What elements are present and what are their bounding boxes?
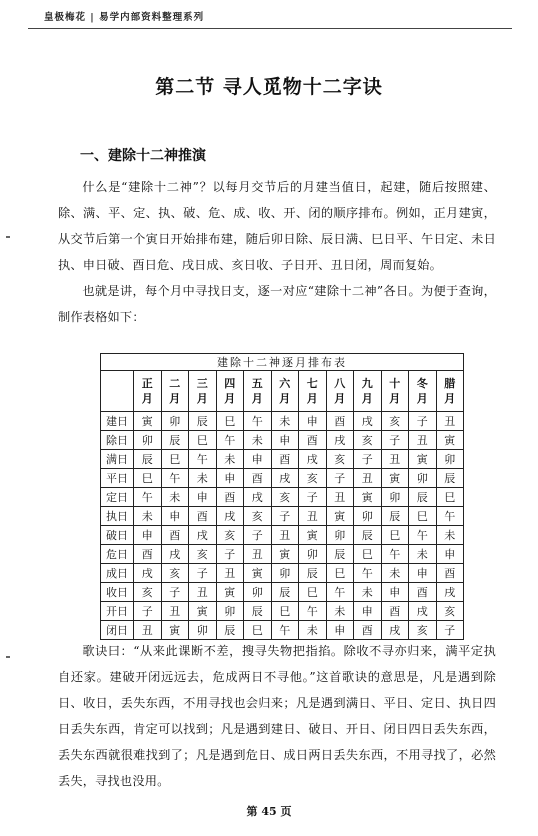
table-cell: 寅 bbox=[244, 564, 272, 583]
table-row bbox=[101, 545, 464, 564]
table-cell: 午 bbox=[409, 526, 437, 545]
table-cell: 酉 bbox=[436, 564, 464, 583]
table-cell: 寅 bbox=[299, 526, 327, 545]
row-label: 除日 bbox=[101, 431, 134, 450]
table-cell: 巳 bbox=[189, 431, 217, 450]
table-cell: 午 bbox=[381, 545, 409, 564]
scan-mark bbox=[6, 656, 10, 658]
table-cell: 午 bbox=[271, 621, 299, 640]
table-cell: 午 bbox=[189, 450, 217, 469]
table-cell: 午 bbox=[134, 488, 162, 507]
month-header bbox=[436, 371, 464, 412]
table-cell: 亥 bbox=[299, 469, 327, 488]
table-cell: 申 bbox=[436, 545, 464, 564]
table-cell: 子 bbox=[216, 545, 244, 564]
table-cell: 巳 bbox=[354, 545, 382, 564]
scan-mark bbox=[6, 236, 10, 238]
month-header-char: 月 bbox=[389, 392, 401, 405]
month-header-char: 七 bbox=[306, 377, 318, 390]
table-cell: 子 bbox=[409, 412, 437, 431]
table-cell: 丑 bbox=[134, 621, 162, 640]
table-cell: 戌 bbox=[244, 488, 272, 507]
table-cell: 未 bbox=[354, 583, 382, 602]
table-cell: 辰 bbox=[161, 431, 189, 450]
table-cell: 寅 bbox=[189, 602, 217, 621]
table-cell: 寅 bbox=[409, 450, 437, 469]
table-row bbox=[101, 450, 464, 469]
table-cell: 丑 bbox=[436, 412, 464, 431]
table-cell: 戌 bbox=[409, 602, 437, 621]
table-cell: 巳 bbox=[161, 450, 189, 469]
month-header bbox=[326, 371, 354, 412]
month-header bbox=[271, 371, 299, 412]
row-label: 破日 bbox=[101, 526, 134, 545]
table-cell: 辰 bbox=[299, 564, 327, 583]
table-cell: 丑 bbox=[409, 431, 437, 450]
table-cell: 巳 bbox=[299, 583, 327, 602]
table-cell: 酉 bbox=[381, 602, 409, 621]
month-header-char: 月 bbox=[251, 392, 263, 405]
table-cell: 寅 bbox=[354, 488, 382, 507]
month-header-char: 六 bbox=[279, 377, 291, 390]
table-cell: 申 bbox=[216, 469, 244, 488]
table-cell: 辰 bbox=[326, 545, 354, 564]
page-header: 皇极梅花 | 易学内部资料整理系列 bbox=[44, 12, 205, 23]
table-cell: 亥 bbox=[244, 507, 272, 526]
table-cell: 未 bbox=[134, 507, 162, 526]
table-cell: 申 bbox=[161, 507, 189, 526]
month-header-row bbox=[101, 371, 464, 412]
table-row bbox=[101, 431, 464, 450]
row-label: 满日 bbox=[101, 450, 134, 469]
table-cell: 未 bbox=[216, 450, 244, 469]
month-header-char: 冬 bbox=[416, 377, 428, 390]
table-cell: 戌 bbox=[299, 450, 327, 469]
month-header-char: 月 bbox=[224, 392, 236, 405]
row-label: 开日 bbox=[101, 602, 134, 621]
table-cell: 酉 bbox=[299, 431, 327, 450]
table-body bbox=[101, 412, 464, 640]
month-header-char: 五 bbox=[251, 377, 263, 390]
month-header bbox=[134, 371, 162, 412]
table-cell: 未 bbox=[436, 526, 464, 545]
table-cell: 巳 bbox=[271, 602, 299, 621]
section-heading: 一、建除十二神推演 bbox=[80, 148, 206, 164]
month-header bbox=[381, 371, 409, 412]
table-cell: 卯 bbox=[354, 507, 382, 526]
month-header-char: 月 bbox=[141, 392, 153, 405]
table-cell: 辰 bbox=[244, 602, 272, 621]
table-cell: 申 bbox=[299, 412, 327, 431]
table-cell: 丑 bbox=[189, 583, 217, 602]
table-cell: 亥 bbox=[216, 526, 244, 545]
month-header-char: 正 bbox=[141, 377, 153, 390]
page-number: 第 45 页 bbox=[246, 805, 292, 818]
table-cell: 午 bbox=[216, 431, 244, 450]
table-cell: 寅 bbox=[161, 621, 189, 640]
table-cell: 酉 bbox=[161, 526, 189, 545]
table-cell: 卯 bbox=[161, 412, 189, 431]
month-header-char: 九 bbox=[361, 377, 373, 390]
month-header-char: 月 bbox=[306, 392, 318, 405]
row-label: 定日 bbox=[101, 488, 134, 507]
table-cell: 未 bbox=[409, 545, 437, 564]
table-cell: 丑 bbox=[271, 526, 299, 545]
table-cell: 酉 bbox=[409, 583, 437, 602]
verse-paragraph: 歌诀曰：“从来此课断不差，搜寻失物把指掐。除收不寻亦归来，满平定执自还家。建破开闭远远去，危成两日不寻他。”这首歌诀的意思是，凡是遇到除日、收日，丢失东西，不用寻找也会归来；凡是遇到满日、平日、定日、执日四日丢失东西，肯定可以找到；凡是遇到建日、破日、开日、闭日四日丢失东西，丢失东西就很难找到了；凡是遇到危日、成日两日丢失东西，不用寻找了，必然丢失，寻找也没用。 bbox=[58, 644, 496, 788]
month-header bbox=[161, 371, 189, 412]
month-header-char: 月 bbox=[361, 392, 373, 405]
table-cell: 申 bbox=[409, 564, 437, 583]
table-cell: 午 bbox=[354, 564, 382, 583]
table-cell: 丑 bbox=[161, 602, 189, 621]
table-cell: 巳 bbox=[436, 488, 464, 507]
table-cell: 戌 bbox=[326, 431, 354, 450]
table-row bbox=[101, 526, 464, 545]
table-cell: 戌 bbox=[134, 564, 162, 583]
table-cell: 寅 bbox=[326, 507, 354, 526]
table-cell: 亥 bbox=[134, 583, 162, 602]
table-cell: 未 bbox=[299, 621, 327, 640]
table-cell: 午 bbox=[299, 602, 327, 621]
table-cell: 酉 bbox=[134, 545, 162, 564]
table-cell: 申 bbox=[326, 621, 354, 640]
table-cell: 丑 bbox=[326, 488, 354, 507]
table-cell: 酉 bbox=[326, 412, 354, 431]
month-header bbox=[354, 371, 382, 412]
table-cell: 卯 bbox=[409, 469, 437, 488]
table-cell: 戌 bbox=[354, 412, 382, 431]
month-header-char: 月 bbox=[444, 392, 456, 405]
table-cell: 子 bbox=[326, 469, 354, 488]
table-cell: 未 bbox=[271, 412, 299, 431]
month-header bbox=[189, 371, 217, 412]
month-header bbox=[244, 371, 272, 412]
table-cell: 巳 bbox=[409, 507, 437, 526]
chapter-title: 第二节 寻人觅物十二字诀 bbox=[155, 76, 383, 98]
table-cell: 子 bbox=[381, 431, 409, 450]
corner-cell bbox=[101, 371, 134, 412]
table-cell: 酉 bbox=[216, 488, 244, 507]
table-intro-paragraph: 也就是讲，每个月中寻找日支，逐一对应“建除十二神”各日。为便于查询，制作表格如下： bbox=[58, 284, 496, 324]
table-cell: 戌 bbox=[436, 583, 464, 602]
table-cell: 子 bbox=[189, 564, 217, 583]
table-cell: 卯 bbox=[189, 621, 217, 640]
table-cell: 申 bbox=[381, 583, 409, 602]
month-header-char: 月 bbox=[334, 392, 346, 405]
month-header-char: 月 bbox=[279, 392, 291, 405]
table-row bbox=[101, 488, 464, 507]
table-cell: 戌 bbox=[216, 507, 244, 526]
month-header-char: 腊 bbox=[444, 377, 456, 390]
table-cell: 巳 bbox=[134, 469, 162, 488]
table-row bbox=[101, 621, 464, 640]
table-cell: 子 bbox=[299, 488, 327, 507]
table-cell: 丑 bbox=[244, 545, 272, 564]
table-cell: 卯 bbox=[216, 602, 244, 621]
table-row bbox=[101, 564, 464, 583]
table-cell: 卯 bbox=[436, 450, 464, 469]
table-cell: 申 bbox=[134, 526, 162, 545]
table-cell: 子 bbox=[134, 602, 162, 621]
table-cell: 卯 bbox=[134, 431, 162, 450]
table-cell: 子 bbox=[244, 526, 272, 545]
month-header bbox=[299, 371, 327, 412]
table-cell: 亥 bbox=[436, 602, 464, 621]
table-cell: 辰 bbox=[354, 526, 382, 545]
table-cell: 午 bbox=[326, 583, 354, 602]
table-row bbox=[101, 602, 464, 621]
table-cell: 酉 bbox=[354, 621, 382, 640]
month-header-char: 八 bbox=[334, 377, 346, 390]
table-cell: 辰 bbox=[409, 488, 437, 507]
table-cell: 戌 bbox=[189, 526, 217, 545]
table-cell: 午 bbox=[436, 507, 464, 526]
month-header bbox=[409, 371, 437, 412]
table-cell: 寅 bbox=[216, 583, 244, 602]
table-cell: 酉 bbox=[271, 450, 299, 469]
table-cell: 戌 bbox=[271, 469, 299, 488]
table-cell: 未 bbox=[326, 602, 354, 621]
table-cell: 亥 bbox=[161, 564, 189, 583]
table-cell: 辰 bbox=[271, 583, 299, 602]
table-cell: 子 bbox=[161, 583, 189, 602]
month-header-char: 月 bbox=[169, 392, 181, 405]
table-cell: 丑 bbox=[381, 450, 409, 469]
table-cell: 未 bbox=[161, 488, 189, 507]
table-cell: 卯 bbox=[381, 488, 409, 507]
table-cell: 寅 bbox=[436, 431, 464, 450]
table-cell: 亥 bbox=[381, 412, 409, 431]
row-label: 危日 bbox=[101, 545, 134, 564]
table-cell: 申 bbox=[189, 488, 217, 507]
table-cell: 酉 bbox=[244, 469, 272, 488]
intro-paragraph: 什么是“建除十二神”？以每月交节后的月建当值日，起建，随后按照建、除、满、平、定、执、破、危、成、收、开、闭的顺序排布。例如，正月建寅，从交节后第一个寅日开始排布建，随后卯日除、辰日满、巳日平、午日定、未日执、申日破、酉日危、戌日成、亥日收、子日开、丑日闭，周而复始。 bbox=[58, 180, 496, 272]
table-cell: 卯 bbox=[271, 564, 299, 583]
table-cell: 辰 bbox=[436, 469, 464, 488]
table-cell: 寅 bbox=[381, 469, 409, 488]
table-cell: 巳 bbox=[244, 621, 272, 640]
month-header-char: 月 bbox=[416, 392, 428, 405]
table-cell: 辰 bbox=[134, 450, 162, 469]
table-row bbox=[101, 507, 464, 526]
month-header-char: 三 bbox=[196, 377, 208, 390]
table-caption: 建除十二神逐月排布表 bbox=[101, 354, 464, 371]
row-label: 执日 bbox=[101, 507, 134, 526]
table-cell: 申 bbox=[354, 602, 382, 621]
table-cell: 亥 bbox=[189, 545, 217, 564]
table-cell: 卯 bbox=[299, 545, 327, 564]
month-header bbox=[216, 371, 244, 412]
table-cell: 子 bbox=[354, 450, 382, 469]
table-cell: 戌 bbox=[381, 621, 409, 640]
table-cell: 辰 bbox=[381, 507, 409, 526]
row-label: 收日 bbox=[101, 583, 134, 602]
table-cell: 未 bbox=[381, 564, 409, 583]
table-cell: 辰 bbox=[216, 621, 244, 640]
row-label: 闭日 bbox=[101, 621, 134, 640]
month-header-char: 十 bbox=[389, 377, 401, 390]
table-cell: 寅 bbox=[134, 412, 162, 431]
table-cell: 辰 bbox=[189, 412, 217, 431]
table-cell: 丑 bbox=[216, 564, 244, 583]
table-cell: 卯 bbox=[244, 583, 272, 602]
table-cell: 亥 bbox=[326, 450, 354, 469]
header-rule bbox=[28, 28, 512, 29]
table-cell: 亥 bbox=[409, 621, 437, 640]
table-row bbox=[101, 469, 464, 488]
month-header-char: 二 bbox=[169, 377, 181, 390]
table-cell: 巳 bbox=[381, 526, 409, 545]
table-cell: 寅 bbox=[271, 545, 299, 564]
table-cell: 戌 bbox=[161, 545, 189, 564]
row-label: 建日 bbox=[101, 412, 134, 431]
table-cell: 巳 bbox=[326, 564, 354, 583]
table-cell: 酉 bbox=[189, 507, 217, 526]
table-cell: 丑 bbox=[299, 507, 327, 526]
table-cell: 未 bbox=[189, 469, 217, 488]
table-cell: 亥 bbox=[271, 488, 299, 507]
table-cell: 亥 bbox=[354, 431, 382, 450]
month-header-char: 月 bbox=[196, 392, 208, 405]
table-cell: 子 bbox=[436, 621, 464, 640]
table-cell: 丑 bbox=[354, 469, 382, 488]
table-row bbox=[101, 583, 464, 602]
table-cell: 午 bbox=[161, 469, 189, 488]
month-header-char: 四 bbox=[224, 377, 236, 390]
table-cell: 巳 bbox=[216, 412, 244, 431]
table-row bbox=[101, 412, 464, 431]
row-label: 成日 bbox=[101, 564, 134, 583]
table-cell: 未 bbox=[244, 431, 272, 450]
table-cell: 卯 bbox=[326, 526, 354, 545]
row-label: 平日 bbox=[101, 469, 134, 488]
table-cell: 申 bbox=[244, 450, 272, 469]
table-cell: 申 bbox=[271, 431, 299, 450]
jianchu-table bbox=[100, 353, 464, 640]
table-cell: 子 bbox=[271, 507, 299, 526]
table-cell: 午 bbox=[244, 412, 272, 431]
